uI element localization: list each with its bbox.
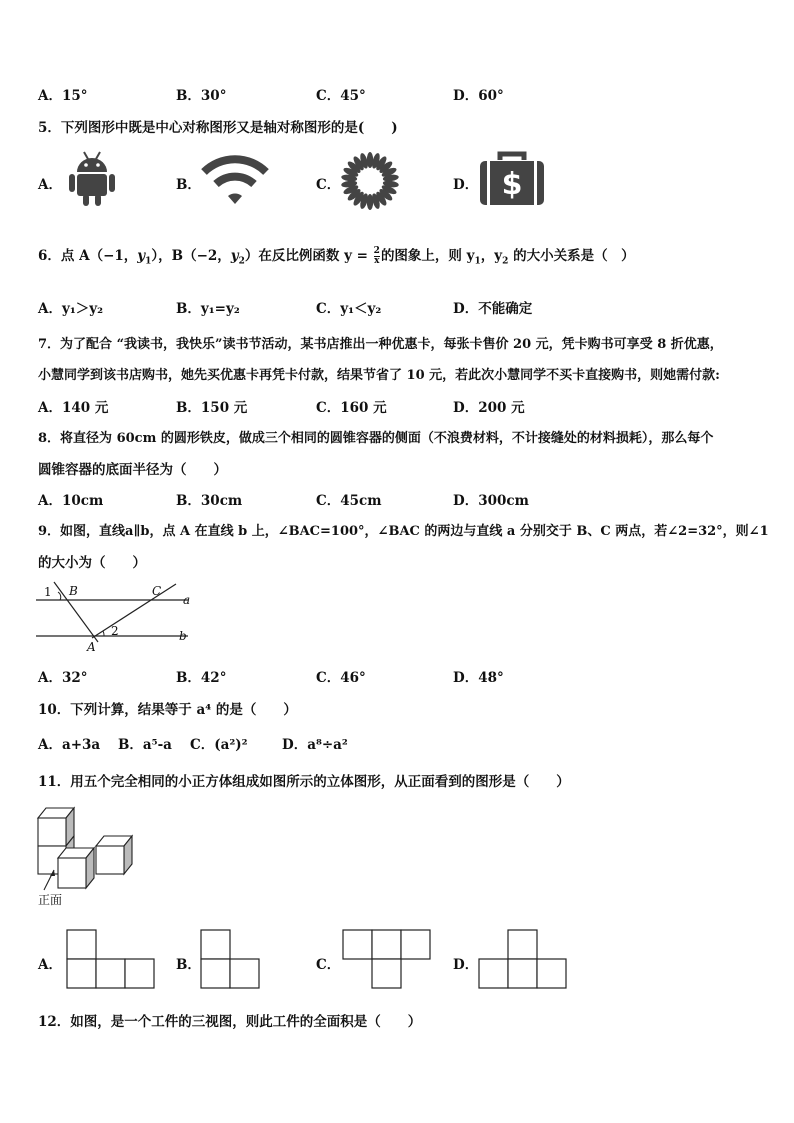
q8-option-b: B．30cm <box>176 493 243 509</box>
q10-option-c: C．(a²)² <box>190 737 248 753</box>
q11-option-b-view <box>198 928 262 990</box>
label-A: A <box>87 640 96 654</box>
q9-option-d: D．48° <box>453 670 504 686</box>
label-C: C <box>152 584 162 598</box>
q11-question: 11．用五个完全相同的小正方体组成如图所示的立体图形，从正面看到的图形是（ ） <box>38 774 570 790</box>
q8-option-c: C．45cm <box>316 493 382 509</box>
q4-option-b: B．30° <box>176 88 227 104</box>
q11-label-c: C． <box>316 957 341 973</box>
q11-label-b: B． <box>176 957 201 973</box>
label-a: a <box>183 593 191 607</box>
q10-option-a: A．a+3a <box>38 737 101 753</box>
front-label: 正面 <box>38 893 63 907</box>
q4-option-c: C．45° <box>316 88 366 104</box>
q8-option-d: D．300cm <box>453 493 529 509</box>
q5-label-d: D． <box>453 177 479 193</box>
q10-option-b: B．a⁵-a <box>118 737 172 753</box>
svg-text:$: $ <box>501 167 523 202</box>
q9-question-line1: 9．如图，直线a∥b，点 A 在直线 b 上，∠BAC=100°，∠BAC 的两边与直线 a 分别交于 B、C 两点，若∠2=32°，则∠1 <box>38 524 769 539</box>
q7-question-line1: 7．为了配合 “我读书，我快乐”读书节活动，某书店推出一种优惠卡，每张卡售价 20 元，凭卡购书可享受 8 折优惠， <box>38 337 723 352</box>
q9-question-line2: 的大小为（ ） <box>38 555 146 571</box>
q5-label-b: B． <box>176 177 201 193</box>
q8-option-a: A．10cm <box>38 493 104 509</box>
q7-option-d: D．200 元 <box>453 400 525 416</box>
q11-label-d: D． <box>453 957 479 973</box>
q8-question-line1: 8．将直径为 60cm 的圆形铁皮，做成三个相同的圆锥容器的侧面（不浪费材料，不计接缝处的材料损耗），那么每个 <box>38 431 714 446</box>
q11-option-c-view <box>340 928 434 990</box>
q9-option-c: C．46° <box>316 670 366 686</box>
q6-option-d: D．不能确定 <box>453 301 533 317</box>
android-icon <box>66 150 118 208</box>
q11-cube-stack-figure <box>36 800 144 910</box>
q11-label-a: A． <box>38 957 62 973</box>
q5-label-c: C． <box>316 177 341 193</box>
q6-option-a: A．y₁＞y₂ <box>38 301 103 317</box>
q9-option-b: B．42° <box>176 670 227 686</box>
q4-option-a: A．15° <box>38 88 88 104</box>
q12-question: 12．如图，是一个工件的三视图，则此工件的全面积是（ ） <box>38 1014 422 1030</box>
q10-option-d: D．a⁸÷a² <box>282 737 348 753</box>
q7-option-a: A．140 元 <box>38 400 109 416</box>
label-B: B <box>69 584 78 598</box>
label-2: 2 <box>111 624 119 638</box>
q9-parallel-lines-figure <box>36 578 196 654</box>
label-b: b <box>179 629 187 643</box>
q11-option-a-view <box>64 928 158 990</box>
q5-question: 5．下列图形中既是中心对称图形又是轴对称图形的是( ) <box>38 120 398 136</box>
wifi-icon <box>200 152 270 206</box>
q4-option-d: D．60° <box>453 88 504 104</box>
q8-question-line2: 圆锥容器的底面半径为（ ） <box>38 462 227 478</box>
briefcase-dollar-icon <box>478 150 546 206</box>
q7-option-c: C．160 元 <box>316 400 387 416</box>
q6-option-b: B．y₁=y₂ <box>176 301 240 317</box>
q10-question: 10．下列计算，结果等于 a⁴ 的是（ ） <box>38 702 297 718</box>
q9-option-a: A．32° <box>38 670 88 686</box>
q11-option-d-view <box>476 928 570 990</box>
q6-question: 6．点 A（−1，$y_1$），B（−2，$y_2$）在反比例函数 y = $\frac{2}{x}$ 的图象上，则 $y_1$，$y_2$ 的大小关系是（ ） <box>38 246 635 267</box>
q5-label-a: A． <box>38 177 62 193</box>
sunburst-icon <box>338 150 402 212</box>
label-1: 1 <box>44 585 52 599</box>
ray-ac <box>92 584 176 638</box>
q7-option-b: B．150 元 <box>176 400 248 416</box>
q7-question-line2: 小慧同学到该书店购书，她先买优惠卡再凭卡付款，结果节省了 10 元，若此次小慧同学不买卡直接购书，则她需付款: <box>38 368 720 383</box>
q6-option-c: C．y₁＜y₂ <box>316 301 382 317</box>
